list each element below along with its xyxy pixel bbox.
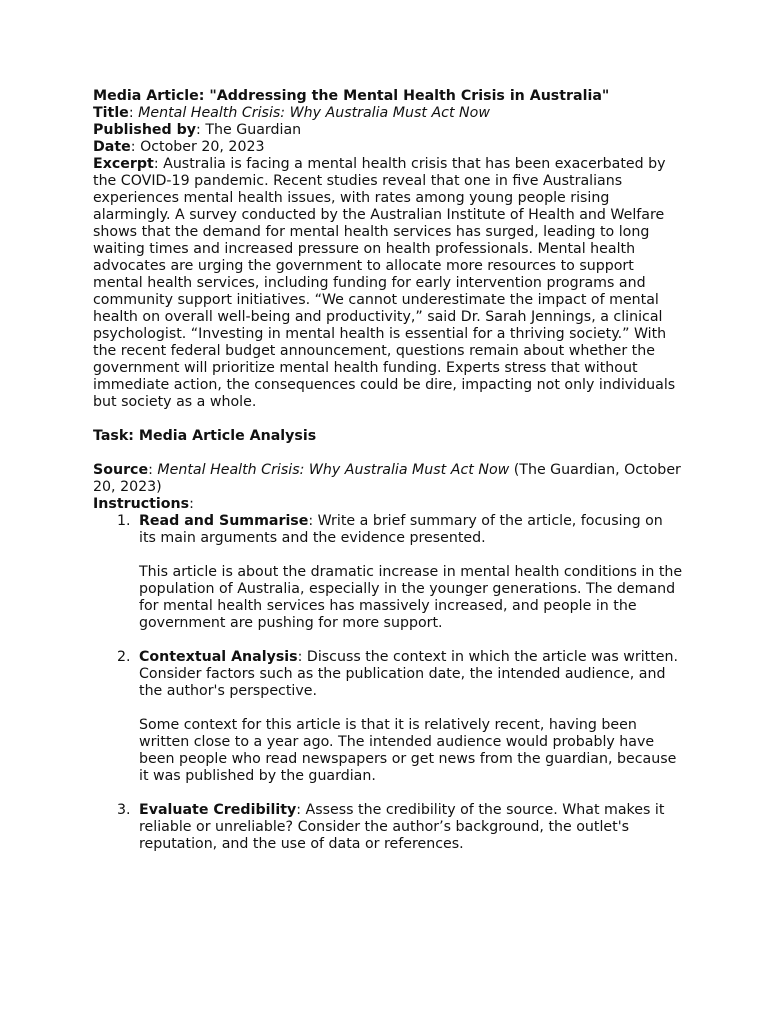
instructions-list bbox=[93, 513, 683, 853]
article-excerpt-text: Australia is facing a mental health crisis that has been exacerbated by the COVID-19 pandemic. Recent studies reveal that one in five Australians experiences mental health issues, with rates among young people rising alarmingly. A survey conducted by the Australian Institute of Health and Welfare shows that the demand for mental health services has surged, leading to long waiting times and increased pressure on health professionals. Mental health advocates are urging the government to allocate more resources to support mental health services, including funding for early intervention programs and community support initiatives. “We cannot underestimate the impact of mental health on overall well-being and productivity,” said Dr. Sarah Jennings, a clinical psychologist. “Investing in mental health is essential for a thriving society.” With the recent federal budget announcement, questions remain about whether the government will prioritize mental health funding. Experts stress that without immediate action, the consequences could be dire, impacting not only individuals but society as a whole. bbox=[93, 156, 676, 410]
instruction-label: Read and Summarise bbox=[139, 513, 309, 529]
article-title-line: Title: Mental Health Crisis: Why Australia Must Act Now bbox=[93, 105, 490, 121]
instruction-item-read-and-summarise bbox=[93, 513, 683, 632]
instruction-prompt: Contextual Analysis: Discuss the context in which the article was written. Consider factors such as the publication date, the intended audience, and the author's perspective. bbox=[139, 649, 679, 699]
list-number: 1. bbox=[117, 513, 131, 529]
article-heading: Media Article: "Addressing the Mental Health Crisis in Australia" bbox=[93, 88, 610, 104]
document-page bbox=[93, 88, 683, 853]
task-source-detail: (The Guardian, October 20, 2023) bbox=[93, 462, 681, 495]
task-source-line: Source: Mental Health Crisis: Why Australia Must Act Now (The Guardian, October 20, 2023) bbox=[93, 462, 681, 495]
article-publisher-line: Published by: The Guardian bbox=[93, 122, 302, 138]
instruction-prompt: Read and Summarise: Write a brief summary of the article, focusing on its main arguments and the evidence presented. bbox=[139, 513, 663, 546]
instruction-label: Contextual Analysis bbox=[139, 649, 298, 665]
student-answer: Some context for this article is that it is relatively recent, having been written close to a year ago. The intended audience would probably have been people who read newspapers or get news from the guardian, because it was published by the guardian. bbox=[139, 717, 677, 784]
list-spacer bbox=[93, 632, 683, 649]
instruction-item-contextual-analysis bbox=[93, 649, 683, 785]
instruction-prompt: Evaluate Credibility: Assess the credibility of the source. What makes it reliable or unreliable? Consider the author’s background, the outlet's reputation, and the use of data or references. bbox=[139, 802, 665, 852]
article-excerpt: Excerpt: Australia is facing a mental health crisis that has been exacerbated by the COVID-19 pandemic. Recent studies reveal that one in five Australians experiences mental health issues, with rates among young people rising alarmingly. A survey conducted by the Australian Institute of Health and Welfare shows that the demand for mental health services has surged, leading to long waiting times and increased pressure on health professionals. Mental health advocates are urging the government to allocate more resources to support mental health services, including funding for early intervention programs and community support initiatives. “We cannot underestimate the impact of mental health on overall well-being and productivity,” said Dr. Sarah Jennings, a clinical psychologist. “Investing in mental health is essential for a thriving society.” With the recent federal budget announcement, questions remain about whether the government will prioritize mental health funding. Experts stress that without immediate action, the consequences could be dire, impacting not only individuals but society as a whole. bbox=[93, 156, 676, 410]
article-publisher-value: The Guardian bbox=[205, 122, 302, 138]
instruction-label: Evaluate Credibility bbox=[139, 802, 297, 818]
student-answer: This article is about the dramatic increase in mental health conditions in the population of Australia, especially in the younger generations. The demand for mental health services has massively increased, and people in the government are pushing for more support. bbox=[139, 564, 683, 631]
article-title-value: Mental Health Crisis: Why Australia Must Act Now bbox=[138, 105, 490, 121]
list-spacer bbox=[93, 785, 683, 802]
task-source-title: Mental Health Crisis: Why Australia Must Act Now bbox=[157, 462, 510, 478]
article-date-line: Date: October 20, 2023 bbox=[93, 139, 265, 155]
list-number: 2. bbox=[117, 649, 131, 665]
article-date-value: October 20, 2023 bbox=[140, 139, 265, 155]
task-heading: Task: Media Article Analysis bbox=[93, 428, 317, 444]
instruction-item-evaluate-credibility bbox=[93, 802, 683, 853]
list-number: 3. bbox=[117, 802, 131, 818]
task-instructions-label: Instructions: bbox=[93, 496, 194, 512]
